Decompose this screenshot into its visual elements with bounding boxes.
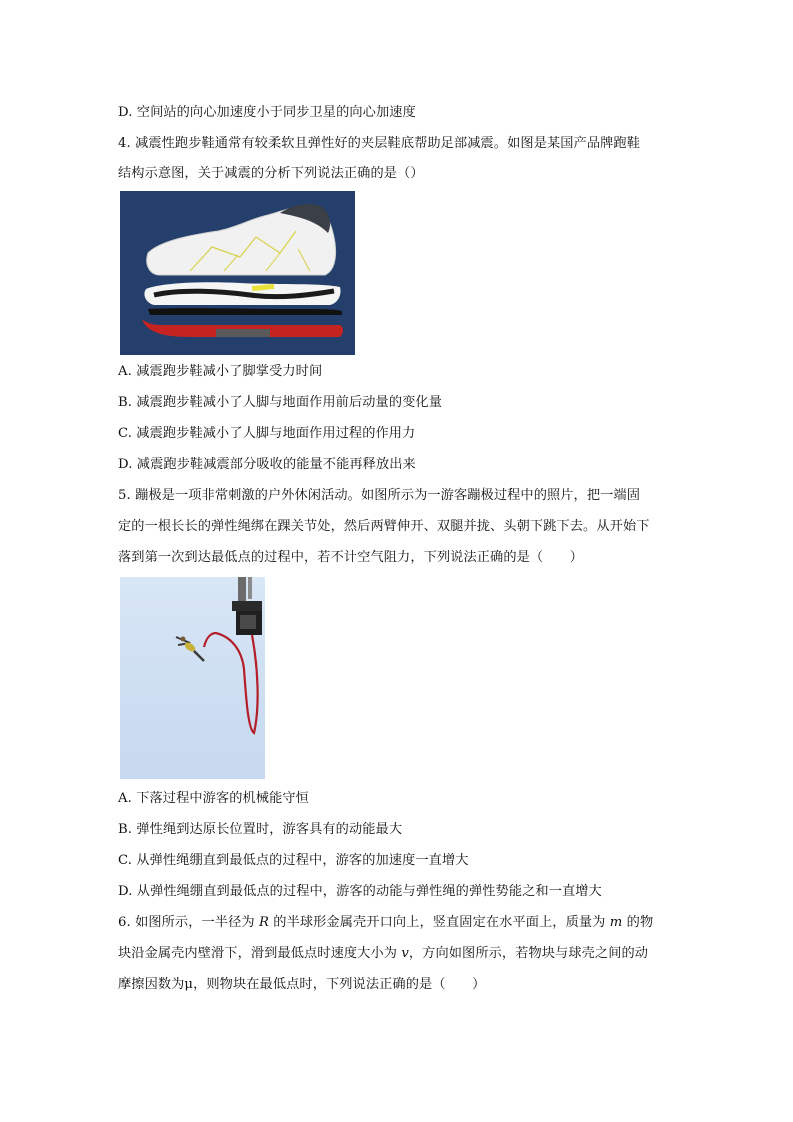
- velocity-symbol: v: [401, 946, 409, 961]
- q3-option-d: D. 空间站的向心加速度小于同步卫星的向心加速度: [118, 105, 416, 120]
- q4-stem-line-1: 4. 减震性跑步鞋通常有较柔软且弹性好的夹层鞋底帮助足部减震。如图是某国产品牌跑鞋: [118, 136, 640, 151]
- q6-stem-line-1: 6. 如图所示，一半径为 R 的半球形金属壳开口向上，竖直固定在水平面上，质量为 m 的物: [118, 915, 654, 930]
- q6-stem-line-2: 块沿金属壳内壁滑下，滑到最低点时速度大小为 v，方向如图所示，若物块与球壳之间的动: [118, 946, 649, 961]
- q5-option-d: D. 从弹性绳绷直到最低点的过程中，游客的动能与弹性绳的弹性势能之和一直增大: [118, 884, 602, 899]
- q5-option-a: A. 下落过程中游客的机械能守恒: [118, 791, 309, 806]
- q4-stem-line-2: 结构示意图，关于减震的分析下列说法正确的是（）: [118, 166, 424, 181]
- bungee-jump-illustration: [120, 577, 265, 779]
- running-shoe-illustration: [120, 191, 355, 355]
- q5-option-c: C. 从弹性绳绷直到最低点的过程中，游客的加速度一直增大: [118, 853, 469, 868]
- running-shoe-figure: [120, 191, 355, 355]
- q4-option-d: D. 减震跑步鞋减震部分吸收的能量不能再释放出来: [118, 457, 416, 472]
- q5-stem-line-2: 定的一根长长的弹性绳绑在踝关节处，然后两臂伸开、双腿并拢、头朝下跳下去。从开始下: [118, 519, 650, 534]
- q4-option-b: B. 减震跑步鞋减小了人脚与地面作用前后动量的变化量: [118, 395, 442, 410]
- q5-option-b: B. 弹性绳到达原长位置时，游客具有的动能最大: [118, 822, 403, 837]
- q4-option-c: C. 减震跑步鞋减小了人脚与地面作用过程的作用力: [118, 426, 416, 441]
- bungee-jump-figure: [120, 577, 265, 779]
- q6-stem-line-3: 摩擦因数为μ，则物块在最低点时，下列说法正确的是（ ）: [118, 977, 486, 992]
- q4-option-a: A. 减震跑步鞋减小了脚掌受力时间: [118, 364, 323, 379]
- radius-symbol: R: [258, 915, 269, 930]
- mass-symbol: m: [609, 915, 623, 930]
- q5-stem-line-1: 5. 蹦极是一项非常刺激的户外休闲活动。如图所示为一游客蹦极过程中的照片，把一端固: [118, 488, 640, 503]
- q5-stem-line-3: 落到第一次到达最低点的过程中，若不计空气阻力，下列说法正确的是（ ）: [118, 550, 584, 565]
